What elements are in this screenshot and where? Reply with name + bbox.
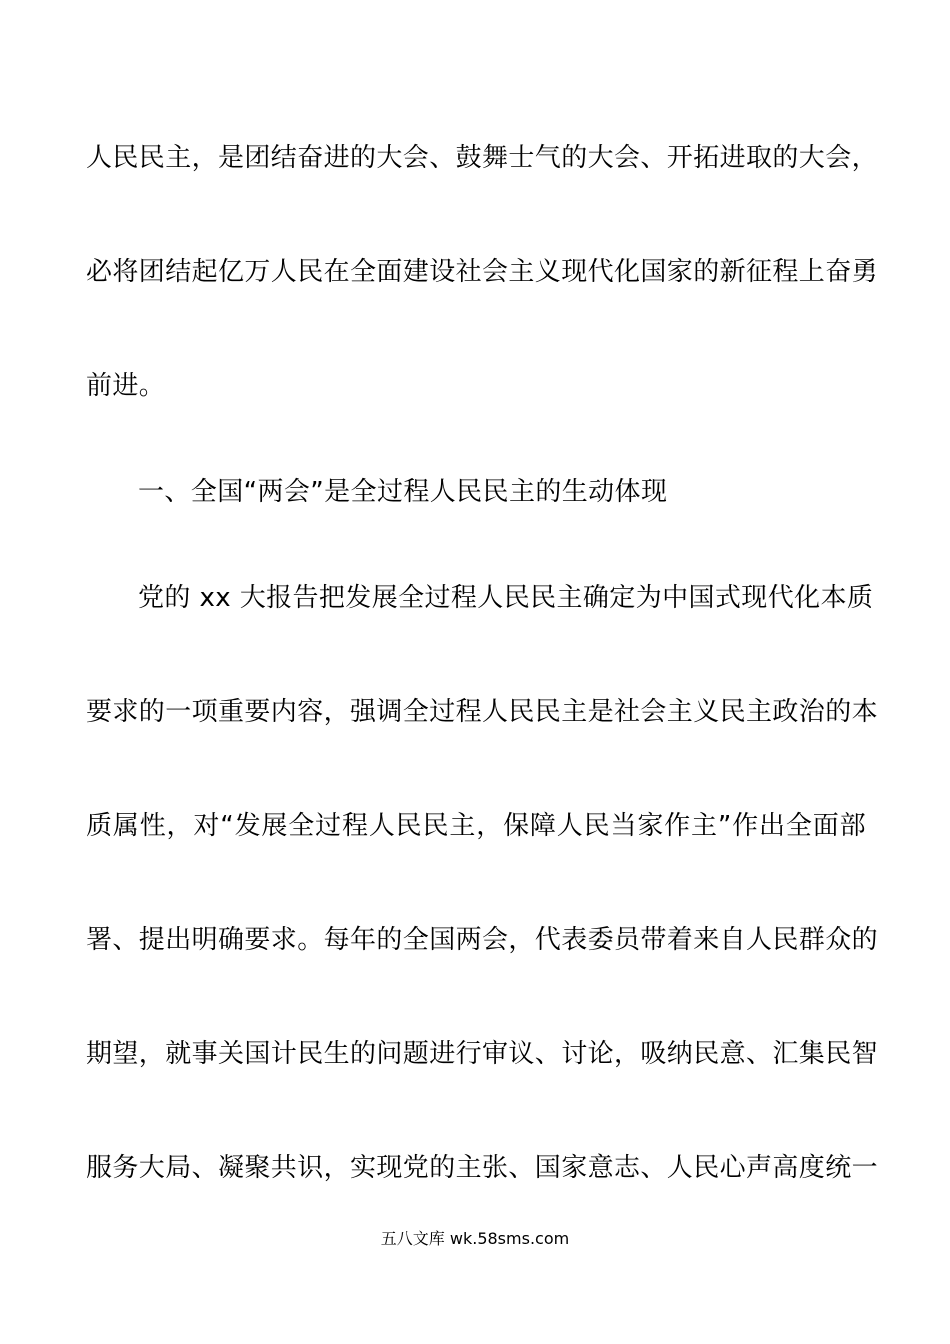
footer-watermark: 五八文库 wk.58sms.com bbox=[380, 1229, 570, 1248]
paragraph-line-7: 质属性，对“发展全过程人民民主，保障人民当家作主”作出全面部 bbox=[86, 811, 866, 841]
paragraph-line-10: 服务大局、凝聚共识，实现党的主张、国家意志、人民心声高度统一 bbox=[86, 1153, 879, 1183]
section-heading: 一、全国“两会”是全过程人民民主的生动体现 bbox=[138, 477, 668, 507]
paragraph-line-6: 要求的一项重要内容，强调全过程人民民主是社会主义民主政治的本 bbox=[86, 697, 879, 727]
paragraph-line-8: 署、提出明确要求。每年的全国两会，代表委员带着来自人民群众的 bbox=[86, 925, 879, 955]
paragraph-line-9: 期望，就事关国计民生的问题进行审议、讨论，吸纳民意、汇集民智 bbox=[86, 1039, 879, 1069]
paragraph-line-1: 人民民主，是团结奋进的大会、鼓舞士气的大会、开拓进取的大会， bbox=[86, 143, 879, 173]
paragraph-line-2: 必将团结起亿万人民在全面建设社会主义现代化国家的新征程上奋勇 bbox=[86, 257, 879, 287]
paragraph-line-3: 前进。 bbox=[86, 371, 166, 401]
paragraph-line-5: 党的 xx 大报告把发展全过程人民民主确定为中国式现代化本质 bbox=[138, 583, 874, 613]
